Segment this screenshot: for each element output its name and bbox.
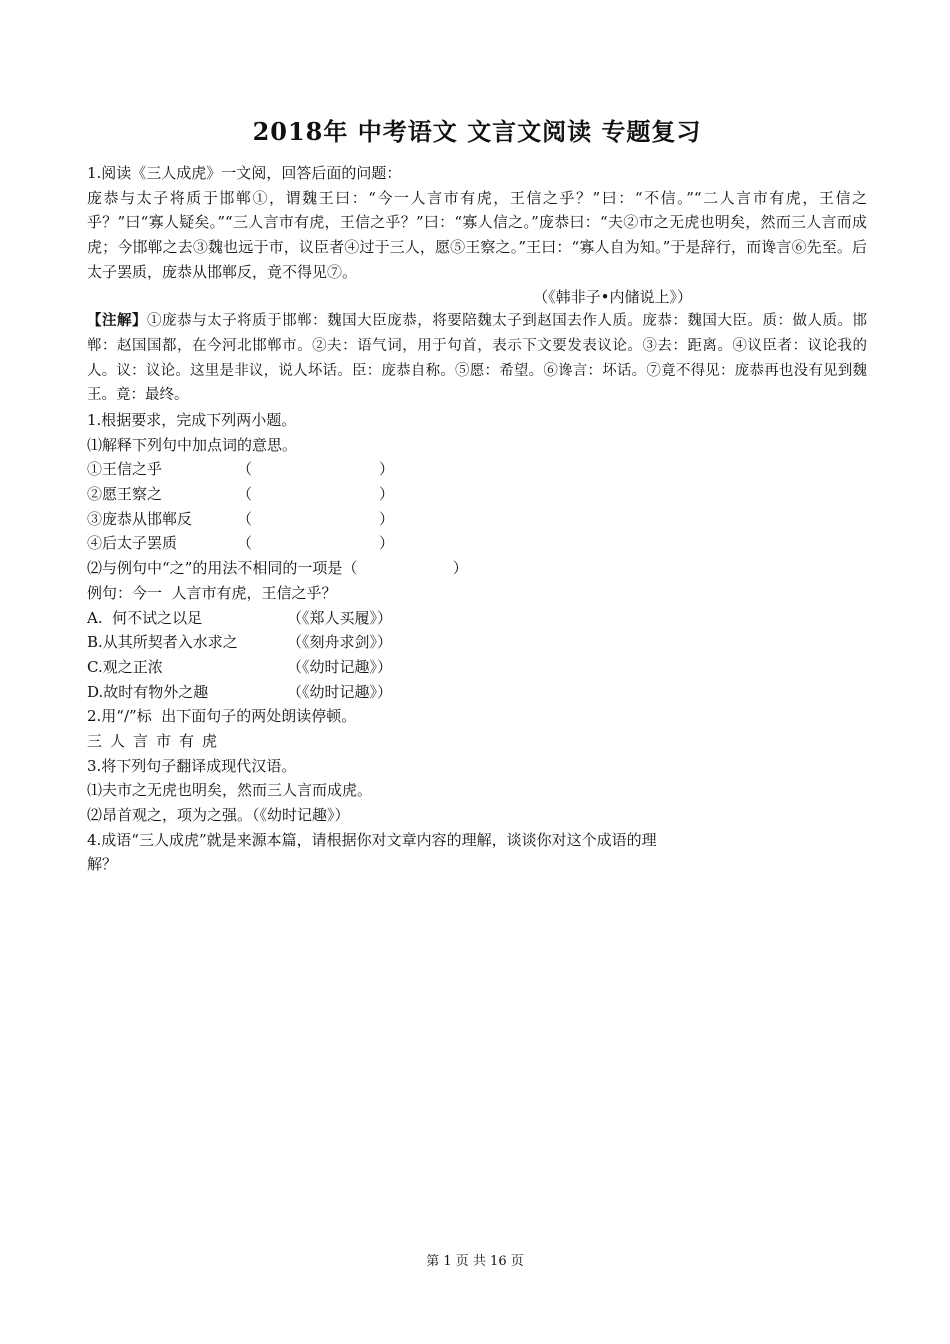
option-text: C.观之正浓 — [87, 657, 163, 676]
q1-heading: 1.根据要求，完成下列两小题。 — [87, 411, 297, 429]
q1-sub1: ⑴解释下列句中加点词的意思。 — [87, 435, 298, 454]
option-d[interactable] — [87, 680, 867, 705]
blank-item-text: ②愿王察之 — [87, 485, 163, 504]
answer-blank-close: ） — [379, 534, 395, 553]
annotations-text: ①庞恭与太子将质于邯郸：魏国大臣庞恭，将要陪魏太子到赵国去作人质。庞恭：魏国大臣。质：做人质。邯郸：赵国国都，在今河北邯郸市。②夫：语气词，用于句首，表示下文要发表议论。③去：距离。④议臣者：议论我的人。议：议论。这里是非议，说人坏话。臣：庞恭自称。⑤愿：希望。⑥谗言：坏话。⑦竟不得见：庞恭再也没有见到魏王。竟：最终。 — [87, 313, 868, 404]
option-a[interactable] — [87, 606, 867, 631]
option-c[interactable] — [87, 655, 867, 680]
blank-item-text: ①王信之乎 — [87, 460, 163, 479]
option-source: （《幼时记趣》） — [287, 657, 393, 676]
option-source: （《幼时记趣》） — [287, 682, 393, 701]
option-source: （《郑人买履》） — [287, 608, 393, 627]
page-footer: 第 1 页 共 16 页 — [426, 1254, 524, 1269]
q2-sentence: 三人言市有虎 — [87, 731, 226, 750]
q1-sub2: ⑵与例句中“之”的用法不相同的一项是（ ） — [87, 559, 468, 578]
answer-blank-open[interactable]: （ — [237, 460, 253, 479]
blank-item — [87, 531, 867, 556]
q2-heading: 2.用“/”标 出下面句子的两处朗读停顿。 — [87, 707, 357, 726]
q4-line1: 4.成语“三人成虎”就是来源本篇，请根据你对文章内容的理解，谈谈你对这个成语的理 — [87, 830, 657, 849]
annotations — [87, 309, 867, 408]
answer-blank-close: ） — [379, 460, 395, 479]
answer-blank-open[interactable]: （ — [237, 534, 253, 553]
answer-blank-open[interactable]: （ — [237, 485, 253, 504]
annotations-label: 【注解】 — [87, 312, 148, 330]
blank-item-text: ③庞恭从邯郸反 — [87, 509, 193, 528]
option-text: A. 何不试之以足 — [87, 608, 203, 627]
option-text: D.故时有物外之趣 — [87, 682, 209, 701]
option-text: B.从其所契者入水求之 — [87, 633, 238, 652]
q1-example: 例句：今一 人言市有虎，王信之乎？ — [87, 583, 337, 602]
blank-item — [87, 457, 867, 482]
question-intro: 1.阅读《三人成虎》一文阅，回答后面的问题： — [87, 164, 402, 182]
q3-heading: 3.将下列句子翻译成现代汉语。 — [87, 756, 297, 775]
option-b[interactable] — [87, 630, 867, 655]
answer-blank-close: ） — [379, 485, 395, 504]
passage-source: （《韩非子•内储说上》） — [533, 287, 692, 306]
document-title: 2018年 中考语文 文言文阅读 专题复习 — [252, 117, 702, 146]
q4-line2: 解？ — [87, 855, 118, 874]
classical-passage: 庞恭与太子将质于邯郸①，谓魏王曰：“今一人言市有虎，王信之乎？”曰：“不信。”“二人言市有虎，王信之乎？”曰“寡人疑矣。”“三人言市有虎，王信之乎？”曰：“寡人信之。”庞恭曰：“夫②市之无虎也明矣，然而三人言而成虎；今邯郸之去③魏也远于市，议臣者④过于三人，愿⑤王察之。”王曰：“寡人自为知。”于是辞行，而谗言⑥先至。后太子罢质，庞恭从邯郸反，竟不得见⑦。 — [87, 188, 867, 281]
blank-item-text: ④后太子罢质 — [87, 534, 178, 553]
option-source: （《刻舟求剑》） — [287, 633, 393, 652]
q3-item: ⑵昂首观之，项为之强。（《幼时记趣》） — [87, 806, 350, 824]
blank-item — [87, 507, 867, 532]
document-page — [87, 112, 867, 877]
q3-item: ⑴夫市之无虎也明矣，然而三人言而成虎。 — [87, 781, 373, 800]
blank-item — [87, 482, 867, 507]
answer-blank-close: ） — [379, 509, 395, 528]
answer-blank-open[interactable]: （ — [237, 509, 253, 528]
